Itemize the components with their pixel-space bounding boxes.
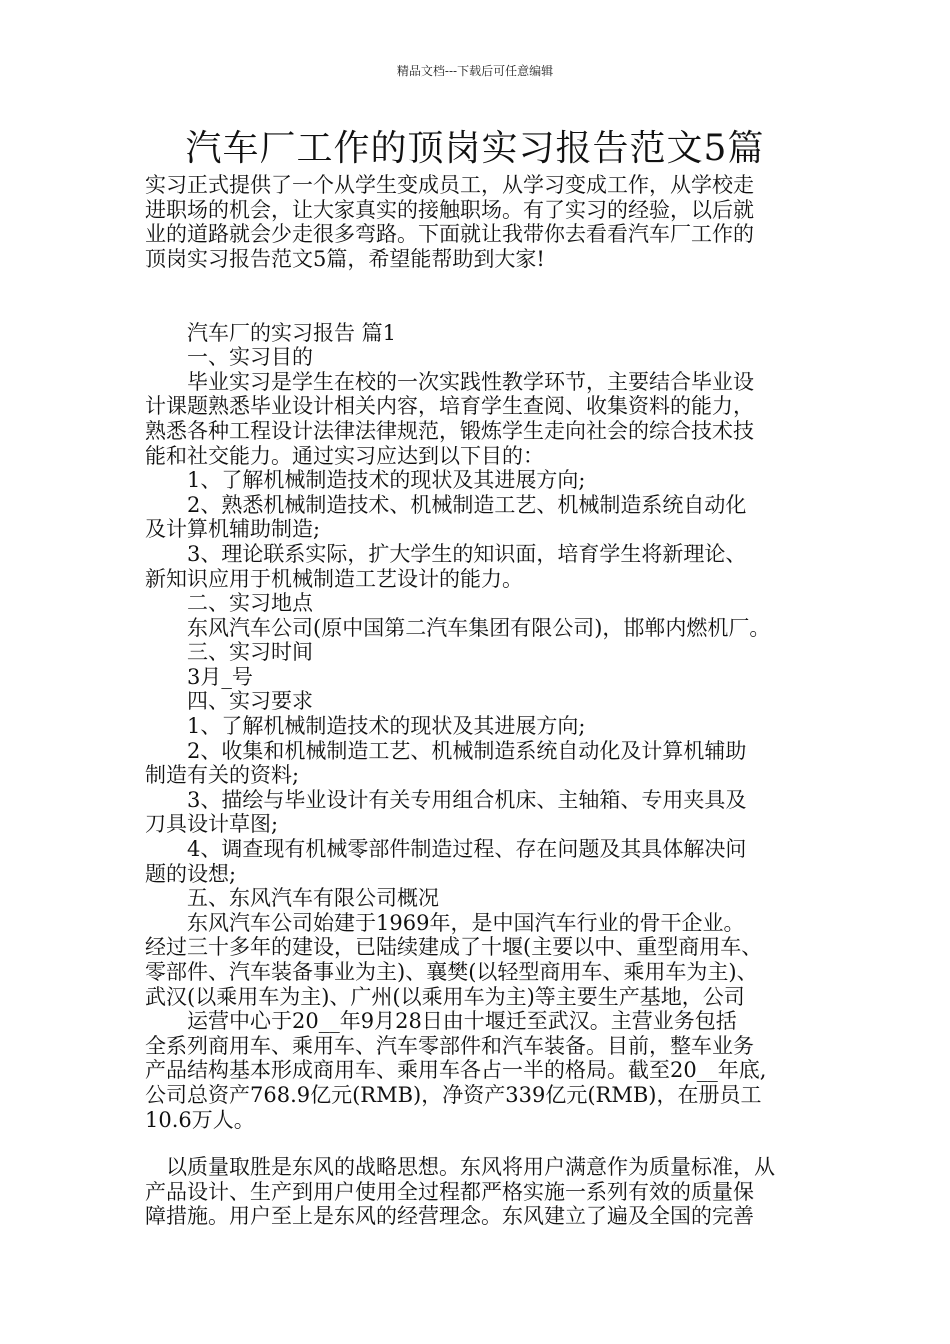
paragraph-line: 业的道路就会少走很多弯路。下面就让我带你去看看汽车厂工作的 [145,222,754,247]
paragraph-line: 计课题熟悉毕业设计相关内容，培育学生查阅、收集资料的能力， [145,394,754,419]
paragraph-line: 经过三十多年的建设，已陆续建成了十堰(主要以中、重型商用车、 [145,935,763,960]
section-heading: 三、实习时间 [145,640,313,665]
paragraph-line: 4、调查现有机械零部件制造过程、存在问题及其具体解决问 [145,837,747,862]
section-heading: 二、实习地点 [145,591,313,616]
blank-line [145,1132,825,1155]
paragraph-line: 公司总资产768.9亿元(RMB)，净资产339亿元(RMB)，在册员工 [145,1082,762,1107]
paragraph-line: 3、理论联系实际，扩大学生的知识面，培育学生将新理论、 [145,541,747,566]
paragraph-line: 2、收集和机械制造工艺、机械制造系统自动化及计算机辅助 [145,738,747,763]
paragraph-line: 全系列商用车、乘用车、汽车零部件和汽车装备。目前，整车业务 [145,1033,754,1058]
paragraph-line: 顶岗实习报告范文5篇，希望能帮助到大家! [145,246,545,271]
paragraph-line: 进职场的机会，让大家真实的接触职场。有了实习的经验，以后就 [145,197,754,222]
paragraph-line: 熟悉各种工程设计法律法律规范，锻炼学生走向社会的综合技术技 [145,418,754,443]
section-heading: 汽车厂的实习报告 篇1 [145,320,397,345]
paragraph-line: 障措施。用户至上是东风的经营理念。东风建立了遍及全国的完善 [145,1204,754,1229]
paragraph-line: 1、了解机械制造技术的现状及其进展方向; [145,468,586,493]
paragraph-line: 产品结构基本形成商用车、乘用车各占一半的格局。截至20__年底, [145,1058,767,1083]
section-heading: 四、实习要求 [145,689,313,714]
paragraph-line: 3月_号 [145,664,253,689]
paragraph-line: 题的设想; [145,861,237,886]
paragraph-line: 运营中心于20__年9月28日由十堰迁至武汉。主营业务包括 [145,1009,737,1034]
paragraph-line: 及计算机辅助制造; [145,517,321,542]
paragraph-line: 制造有关的资料; [145,763,300,788]
paragraph-line: 实习正式提供了一个从学生变成员工，从学习变成工作，从学校走 [145,173,754,197]
paragraph-line: 能和社交能力。通过实习应达到以下目的： [145,443,544,468]
paragraph-line: 零部件、汽车装备事业为主)、襄樊(以轻型商用车、乘用车为主)、 [145,960,758,984]
paragraph-line: 新知识应用于机械制造工艺设计的能力。 [145,566,523,591]
blank-line [145,271,825,296]
section-heading: 五、东风汽车有限公司概况 [145,886,439,911]
document-title: 汽车厂工作的顶岗实习报告范文5篇 [185,128,765,169]
page-header: 精品文档---下载后可任意编辑 [396,64,554,78]
paragraph-line: 10.6万人。 [145,1107,255,1132]
paragraph-line: 东风汽车公司(原中国第二汽车集团有限公司)，邯郸内燃机厂。 [145,615,771,640]
document-body [145,173,825,1229]
blank-line [145,296,825,321]
paragraph-line: 毕业实习是学生在校的一次实践性教学环节，主要结合毕业设 [145,369,754,394]
paragraph-line: 以质量取胜是东风的战略思想。东风将用户满意作为质量标准，从 [145,1155,775,1180]
paragraph-line: 东风汽车公司始建于1969年，是中国汽车行业的骨干企业。 [145,910,745,935]
paragraph-line: 武汉(以乘用车为主)、广州(以乘用车为主)等主要生产基地，公司 [145,984,745,1009]
section-heading: 一、实习目的 [145,345,313,370]
paragraph-line: 3、描绘与毕业设计有关专用组合机床、主轴箱、专用夹具及 [145,787,747,812]
paragraph-line: 2、熟悉机械制造技术、机械制造工艺、机械制造系统自动化 [145,492,747,517]
paragraph-line: 1、了解机械制造技术的现状及其进展方向; [145,714,586,739]
paragraph-line: 刀具设计草图; [145,812,279,837]
paragraph-line: 产品设计、生产到用户使用全过程都严格实施一系列有效的质量保 [145,1179,754,1204]
